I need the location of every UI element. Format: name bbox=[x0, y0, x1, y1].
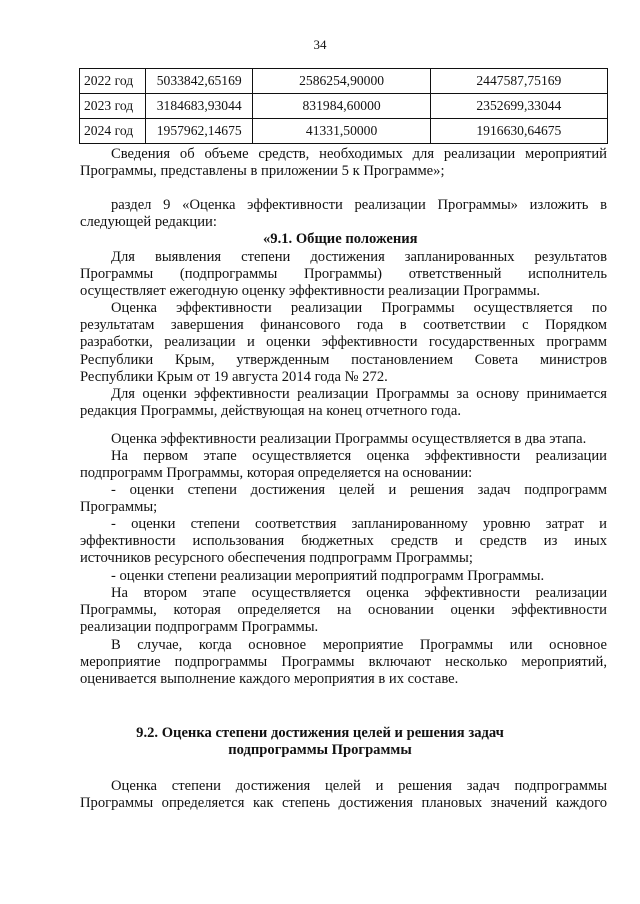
table-cell: 2024 год bbox=[80, 119, 146, 144]
table-cell: 3184683,93044 bbox=[146, 94, 253, 119]
text-line: результатам завершения финансового года в соответствии с Порядком bbox=[80, 317, 607, 334]
text-line: оценивается выполнение каждого мероприятия в их составе. bbox=[80, 671, 459, 688]
paragraph-bullet-2 bbox=[80, 516, 607, 568]
table-row bbox=[80, 94, 608, 119]
text-line: Сведения об объеме средств, необходимых для реализации мероприятий bbox=[111, 146, 607, 162]
paragraph-first-stage bbox=[80, 448, 607, 482]
text-line: - оценки степени соответствия запланированному уровню затрат и bbox=[111, 516, 607, 532]
paragraph-section-9-intro bbox=[80, 197, 607, 231]
text-line: редакция Программы, действующая на конец отчетного года. bbox=[80, 403, 461, 420]
paragraph-bullet-1 bbox=[80, 482, 607, 516]
text-line: Республики Крым, утвержденным постановлением Совета министров bbox=[80, 351, 607, 368]
text-line: Программы, представлены в приложении 5 к Программе»; bbox=[80, 163, 445, 180]
heading-line: 9.2. Оценка степени достижения целей и решения задач bbox=[136, 725, 504, 741]
paragraph-general-1 bbox=[80, 249, 607, 301]
table-cell: 1957962,14675 bbox=[146, 119, 253, 144]
text-line: Оценка эффективности реализации Программы осуществляется в два этапа. bbox=[111, 431, 587, 447]
table-row bbox=[80, 69, 608, 94]
text-line: Для оценки эффективности реализации Программы за основу принимается bbox=[111, 386, 607, 402]
text-line: - оценки степени реализации мероприятий подпрограмм Программы. bbox=[111, 568, 545, 584]
text-line: раздел 9 «Оценка эффективности реализации Программы» изложить в bbox=[111, 197, 607, 213]
text-line: Программы (подпрограммы Программы) ответственный исполнитель bbox=[80, 266, 607, 283]
table-cell: 2447587,75169 bbox=[430, 69, 607, 94]
table-cell: 5033842,65169 bbox=[146, 69, 253, 94]
text-line: На первом этапе осуществляется оценка эффективности реализации bbox=[111, 448, 607, 464]
text-line: Для выявления степени достижения запланированных результатов bbox=[111, 249, 607, 265]
text-line: источников ресурсного обеспечения подпрограмм Программы; bbox=[80, 550, 473, 567]
heading-9-1: «9.1. Общие положения bbox=[263, 231, 418, 247]
text-line: подпрограмм Программы, которая определяется на основании: bbox=[80, 465, 473, 482]
text-line: Республики Крым от 19 августа 2014 года № 272. bbox=[80, 368, 388, 385]
table-cell: 2586254,90000 bbox=[253, 69, 430, 94]
text-line: На втором этапе осуществляется оценка эффективности реализации bbox=[111, 585, 607, 601]
paragraph-bullet-3 bbox=[80, 568, 607, 585]
text-line: разработки, реализации и оценки эффективности государственных программ bbox=[80, 334, 607, 351]
table-cell: 2352699,33044 bbox=[430, 94, 607, 119]
text-line: Оценка степени достижения целей и решения задач подпрограммы bbox=[111, 778, 607, 794]
paragraph-funding-info bbox=[80, 146, 607, 180]
text-line: следующей редакции: bbox=[80, 214, 217, 231]
text-line: В случае, когда основное мероприятие Программы или основное bbox=[111, 637, 607, 653]
table-cell: 2023 год bbox=[80, 94, 146, 119]
table-cell: 831984,60000 bbox=[253, 94, 430, 119]
funding-table bbox=[79, 68, 608, 144]
page-number: 34 bbox=[313, 37, 327, 52]
text-line: Программы определяется как степень достижения плановых значений каждого bbox=[80, 795, 607, 812]
paragraph-multiple-activities bbox=[80, 637, 607, 689]
text-line: Программы, которая определяется на основании оценки эффективности bbox=[80, 602, 607, 619]
paragraph-general-3 bbox=[80, 386, 607, 420]
table-cell: 2022 год bbox=[80, 69, 146, 94]
text-line: Программы; bbox=[80, 499, 158, 516]
text-line: эффективности использования бюджетных средств и средств из иных bbox=[80, 533, 607, 550]
table-cell: 41331,50000 bbox=[253, 119, 430, 144]
heading-9-2 bbox=[0, 725, 640, 759]
paragraph-two-stages bbox=[80, 431, 607, 448]
paragraph-general-2 bbox=[80, 300, 607, 386]
text-line: осуществляет ежегодную оценку эффективности реализации Программы. bbox=[80, 283, 541, 300]
heading-line: подпрограммы Программы bbox=[228, 742, 412, 759]
text-line: - оценки степени достижения целей и решения задач подпрограмм bbox=[111, 482, 607, 498]
text-line: мероприятие подпрограммы Программы включают несколько мероприятий, bbox=[80, 654, 607, 671]
paragraph-second-stage bbox=[80, 585, 607, 637]
table-cell: 1916630,64675 bbox=[430, 119, 607, 144]
paragraph-goal-assessment bbox=[80, 778, 607, 812]
text-line: реализации подпрограмм Программы. bbox=[80, 619, 319, 636]
table-row bbox=[80, 119, 608, 144]
text-line: Оценка эффективности реализации Программы осуществляется по bbox=[111, 300, 607, 316]
